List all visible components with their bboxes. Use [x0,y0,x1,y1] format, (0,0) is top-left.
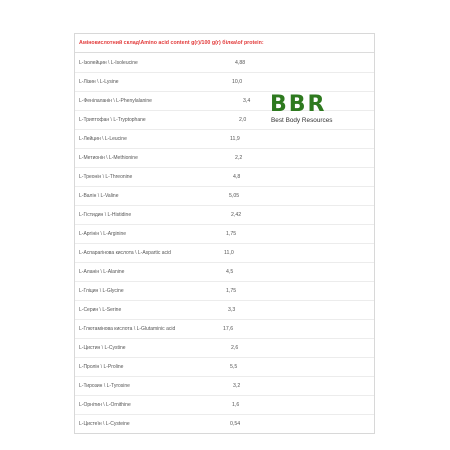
amino-acid-value: 1,75 [226,288,237,294]
table-header-row [75,34,374,53]
amino-acid-value: 0,54 [230,421,241,427]
table-row [75,72,374,91]
amino-acid-name: L-Аргінін \ L-Arginine [79,231,127,237]
table-row [75,186,374,205]
amino-acid-value: 17,6 [223,326,234,332]
amino-acid-name: L-Валін \ L-Valine [79,193,119,199]
table-row [75,281,374,300]
amino-acid-value: 2,0 [239,117,247,123]
amino-acid-name: L-Гістидин \ L-Histidine [79,212,132,218]
amino-acid-value: 11,9 [230,136,240,142]
amino-acid-name: L-Аспарагінова кислота \ L-Aspartic acid [79,250,171,256]
amino-acid-value: 2,6 [231,345,239,351]
table-row [75,243,374,262]
amino-acid-name: L-Цистин \ L-Cystine [79,345,126,351]
amino-acid-value: 2,42 [231,212,242,218]
bbr-logo [268,94,352,130]
amino-acid-name: L-Цистеїн \ L-Cysteine [79,421,130,427]
amino-acid-value: 4,5 [226,269,234,275]
amino-acid-name: L-Лейцин \ L-Leucine [79,136,127,142]
logo-text: BBR [270,92,327,117]
table-row [75,205,374,224]
amino-acid-name: L-Ізолейцин \ L-Isoleucine [79,59,138,66]
amino-acid-value: 10,0 [232,79,243,85]
amino-acid-value: 3,4 [243,98,251,104]
amino-acid-value: 1,6 [232,402,240,408]
amino-acid-name: L-Триптофан \ L-Tryptophane [79,117,146,123]
amino-acid-value: 5,5 [230,364,238,370]
amino-acid-name: L-Серин \ L-Serine [79,307,122,313]
amino-acid-name: L-Гліцин \ L-Glycine [79,288,124,294]
amino-acid-value: 3,2 [233,383,241,389]
table-row [75,300,374,319]
amino-acid-name: L-Тирозин \ L-Tyrosine [79,383,130,389]
table-row [75,262,374,281]
logo-subtitle: Best Body Resources [271,117,333,124]
table-row [75,53,374,72]
amino-acid-value: 2,2 [235,155,243,161]
amino-acid-value: 3,3 [228,307,236,313]
table-header-text: Амінокислотний склад\Amino acid content g(г)/100 g(г) білка\of protein: [79,40,264,46]
amino-acid-name: L-Треонін \ L-Threonine [79,174,133,180]
amino-acid-value: 1,75 [226,231,237,237]
amino-acid-name: L-Лізин \ L-Lysine [79,79,119,85]
amino-acid-name: L-Орнітин \ L-Ornithine [79,402,131,408]
amino-acid-value: 4,8 [233,174,241,180]
amino-acid-name: L-Глютамінова кислота \ L-Glutaminic acid [79,326,176,332]
table-row [75,395,374,414]
table-row [75,129,374,148]
amino-acid-value: 4,88 [235,59,246,66]
amino-acid-name: L-Фенілаланін \ L-Phenylalanine [79,98,152,104]
table-row [75,224,374,243]
table-row [75,148,374,167]
amino-acid-name: L-Метионін \ L-Methionine [79,155,138,161]
table-row [75,414,374,433]
table-row [75,338,374,357]
table-row [75,319,374,338]
amino-acid-name: L-Аланін \ L-Alanine [79,269,125,275]
table-row [75,357,374,376]
amino-acid-name: L-Пролін \ L-Proline [79,364,124,370]
table-row [75,376,374,395]
amino-acid-value: 11,0 [224,250,234,256]
table-row [75,167,374,186]
amino-acid-value: 5,05 [229,193,240,199]
